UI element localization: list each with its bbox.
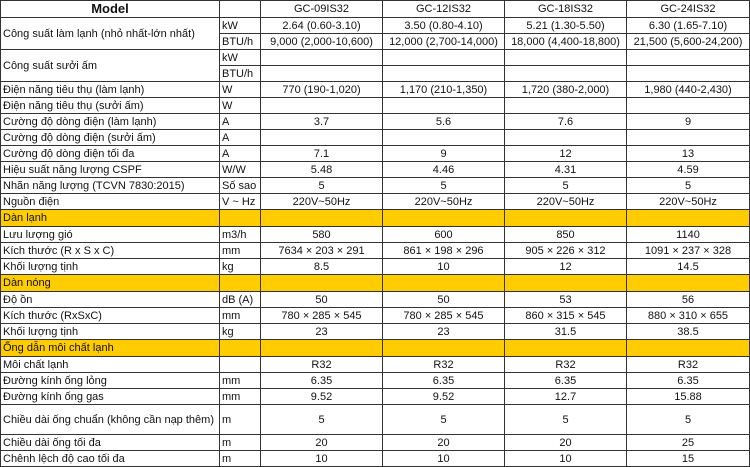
spec-value bbox=[383, 130, 505, 146]
spec-row bbox=[1, 292, 750, 308]
section-fill bbox=[627, 210, 750, 227]
section-title: Ống dẫn môi chất lạnh bbox=[1, 340, 220, 357]
spec-value: 9.52 bbox=[261, 389, 383, 405]
spec-value bbox=[261, 66, 383, 82]
spec-unit: A bbox=[220, 114, 261, 130]
unit-heading bbox=[220, 1, 261, 18]
spec-value bbox=[261, 130, 383, 146]
spec-value: 780 × 285 × 545 bbox=[261, 308, 383, 324]
spec-row bbox=[1, 130, 750, 146]
spec-value: 220V~50Hz bbox=[627, 194, 750, 210]
spec-label: Công suất làm lạnh (nhỏ nhất-lớn nhất) bbox=[1, 18, 220, 50]
section-fill bbox=[261, 340, 383, 357]
spec-label: Kích thước (RxSxC) bbox=[1, 308, 220, 324]
spec-value: 23 bbox=[383, 324, 505, 340]
spec-unit: kg bbox=[220, 259, 261, 275]
spec-row bbox=[1, 451, 750, 467]
spec-unit: BTU/h bbox=[220, 66, 261, 82]
section-fill bbox=[627, 340, 750, 357]
spec-value: 20 bbox=[261, 435, 383, 451]
section-fill bbox=[627, 275, 750, 292]
spec-row bbox=[1, 259, 750, 275]
spec-value: 12 bbox=[505, 259, 627, 275]
spec-value: 31.5 bbox=[505, 324, 627, 340]
spec-unit: mm bbox=[220, 373, 261, 389]
spec-label: Đường kính ống lỏng bbox=[1, 373, 220, 389]
spec-row bbox=[1, 243, 750, 259]
spec-value bbox=[383, 98, 505, 114]
spec-value: 1,170 (210-1,350) bbox=[383, 82, 505, 98]
spec-row bbox=[1, 227, 750, 243]
spec-value: 5.6 bbox=[383, 114, 505, 130]
spec-value: 6.30 (1.65-7.10) bbox=[627, 18, 750, 34]
spec-label: Công suất sưởi ấm bbox=[1, 50, 220, 82]
spec-label: Nguồn điện bbox=[1, 194, 220, 210]
spec-row bbox=[1, 405, 750, 435]
spec-value: 880 × 310 × 655 bbox=[627, 308, 750, 324]
section-fill bbox=[220, 275, 261, 292]
spec-value: 860 × 315 × 545 bbox=[505, 308, 627, 324]
section-fill bbox=[261, 210, 383, 227]
spec-value: 10 bbox=[383, 259, 505, 275]
spec-label: Điện năng tiêu thụ (sưởi ấm) bbox=[1, 98, 220, 114]
spec-value: 4.59 bbox=[627, 162, 750, 178]
spec-value: 12 bbox=[505, 146, 627, 162]
spec-value: R32 bbox=[627, 357, 750, 373]
spec-value: 861 × 198 × 296 bbox=[383, 243, 505, 259]
spec-value: 50 bbox=[261, 292, 383, 308]
spec-value: 905 × 226 × 312 bbox=[505, 243, 627, 259]
spec-row bbox=[1, 98, 750, 114]
section-title: Dàn nóng bbox=[1, 275, 220, 292]
section-row bbox=[1, 275, 750, 292]
spec-unit: W bbox=[220, 82, 261, 98]
spec-value: 3.50 (0.80-4.10) bbox=[383, 18, 505, 34]
spec-unit: V ~ Hz bbox=[220, 194, 261, 210]
spec-row bbox=[1, 162, 750, 178]
spec-value bbox=[627, 50, 750, 66]
spec-value: 770 (190-1,020) bbox=[261, 82, 383, 98]
spec-label: Cường độ dòng điện tối đa bbox=[1, 146, 220, 162]
spec-value bbox=[383, 50, 505, 66]
section-fill bbox=[261, 275, 383, 292]
spec-value: 12.7 bbox=[505, 389, 627, 405]
spec-value: 10 bbox=[261, 451, 383, 467]
spec-value: 9 bbox=[383, 146, 505, 162]
spec-value bbox=[261, 50, 383, 66]
section-fill bbox=[505, 275, 627, 292]
spec-value: 580 bbox=[261, 227, 383, 243]
spec-value: R32 bbox=[383, 357, 505, 373]
spec-unit: A bbox=[220, 146, 261, 162]
spec-unit: kW bbox=[220, 50, 261, 66]
spec-unit: mm bbox=[220, 308, 261, 324]
section-title: Dàn lạnh bbox=[1, 210, 220, 227]
spec-unit: W bbox=[220, 98, 261, 114]
spec-value: R32 bbox=[505, 357, 627, 373]
spec-value bbox=[627, 66, 750, 82]
spec-value: 600 bbox=[383, 227, 505, 243]
spec-value: 780 × 285 × 545 bbox=[383, 308, 505, 324]
spec-unit: BTU/h bbox=[220, 34, 261, 50]
spec-value: 25 bbox=[627, 435, 750, 451]
spec-value: 10 bbox=[383, 451, 505, 467]
spec-value: 3.7 bbox=[261, 114, 383, 130]
spec-row bbox=[1, 389, 750, 405]
model-col-3: GC-18IS32 bbox=[505, 1, 627, 18]
spec-label: Điện năng tiêu thụ (làm lạnh) bbox=[1, 82, 220, 98]
spec-row bbox=[1, 50, 750, 66]
spec-row bbox=[1, 373, 750, 389]
spec-value: 5 bbox=[505, 178, 627, 194]
spec-value: 5 bbox=[627, 405, 750, 435]
spec-value: 2.64 (0.60-3.10) bbox=[261, 18, 383, 34]
spec-value: 56 bbox=[627, 292, 750, 308]
spec-row bbox=[1, 146, 750, 162]
spec-value: 5 bbox=[505, 405, 627, 435]
spec-label: Đường kính ống gas bbox=[1, 389, 220, 405]
spec-value: 18,000 (4,400-18,800) bbox=[505, 34, 627, 50]
model-col-4: GC-24IS32 bbox=[627, 1, 750, 18]
spec-label: Nhãn năng lượng (TCVN 7830:2015) bbox=[1, 178, 220, 194]
spec-value: 5 bbox=[383, 405, 505, 435]
spec-unit: W/W bbox=[220, 162, 261, 178]
spec-unit: A bbox=[220, 130, 261, 146]
spec-label: Lưu lượng gió bbox=[1, 227, 220, 243]
spec-value bbox=[383, 66, 505, 82]
section-fill bbox=[505, 210, 627, 227]
spec-unit: Số sao bbox=[220, 178, 261, 194]
spec-label: Độ ồn bbox=[1, 292, 220, 308]
spec-unit: m bbox=[220, 405, 261, 435]
spec-value: 50 bbox=[383, 292, 505, 308]
spec-unit: m bbox=[220, 451, 261, 467]
spec-unit: mm bbox=[220, 389, 261, 405]
spec-value: 15 bbox=[627, 451, 750, 467]
spec-value: 9,000 (2,000-10,600) bbox=[261, 34, 383, 50]
spec-unit: mm bbox=[220, 243, 261, 259]
spec-value: 1,720 (380-2,000) bbox=[505, 82, 627, 98]
spec-value: R32 bbox=[261, 357, 383, 373]
spec-unit: m bbox=[220, 435, 261, 451]
section-fill bbox=[383, 210, 505, 227]
spec-value: 850 bbox=[505, 227, 627, 243]
spec-label: Môi chất lạnh bbox=[1, 357, 220, 373]
spec-value: 13 bbox=[627, 146, 750, 162]
spec-value: 21,500 (5,600-24,200) bbox=[627, 34, 750, 50]
spec-value bbox=[505, 98, 627, 114]
spec-value: 9.52 bbox=[383, 389, 505, 405]
section-row bbox=[1, 340, 750, 357]
spec-value: 4.46 bbox=[383, 162, 505, 178]
spec-value: 6.35 bbox=[261, 373, 383, 389]
spec-label: Kích thước (R x S x C) bbox=[1, 243, 220, 259]
spec-value: 220V~50Hz bbox=[505, 194, 627, 210]
spec-value: 8.5 bbox=[261, 259, 383, 275]
spec-value: 5.21 (1.30-5.50) bbox=[505, 18, 627, 34]
spec-value: 9 bbox=[627, 114, 750, 130]
header-row bbox=[1, 1, 750, 18]
spec-value bbox=[505, 66, 627, 82]
spec-row bbox=[1, 18, 750, 34]
spec-row bbox=[1, 435, 750, 451]
spec-value: 5 bbox=[383, 178, 505, 194]
spec-label: Chênh lệch độ cao tối đa bbox=[1, 451, 220, 467]
spec-value: 20 bbox=[505, 435, 627, 451]
spec-row bbox=[1, 194, 750, 210]
spec-row bbox=[1, 178, 750, 194]
spec-label: Khối lượng tịnh bbox=[1, 324, 220, 340]
model-col-1: GC-09IS32 bbox=[261, 1, 383, 18]
spec-value: 6.35 bbox=[383, 373, 505, 389]
spec-unit: kW bbox=[220, 18, 261, 34]
spec-label: Cường độ dòng điện (sưởi ấm) bbox=[1, 130, 220, 146]
spec-value bbox=[627, 130, 750, 146]
spec-unit bbox=[220, 357, 261, 373]
section-fill bbox=[220, 210, 261, 227]
spec-unit: dB (A) bbox=[220, 292, 261, 308]
spec-label: Hiệu suất năng lượng CSPF bbox=[1, 162, 220, 178]
spec-value: 53 bbox=[505, 292, 627, 308]
spec-value bbox=[627, 98, 750, 114]
spec-value: 15.88 bbox=[627, 389, 750, 405]
spec-label: Cường độ dòng điện (làm lạnh) bbox=[1, 114, 220, 130]
spec-value: 1140 bbox=[627, 227, 750, 243]
spec-value: 5 bbox=[627, 178, 750, 194]
spec-label: Chiều dài ống tối đa bbox=[1, 435, 220, 451]
spec-value: 1091 × 237 × 328 bbox=[627, 243, 750, 259]
spec-value bbox=[261, 98, 383, 114]
spec-value: 7634 × 203 × 291 bbox=[261, 243, 383, 259]
spec-value: 1,980 (440-2,430) bbox=[627, 82, 750, 98]
model-heading: Model bbox=[1, 1, 220, 18]
spec-value: 5.48 bbox=[261, 162, 383, 178]
spec-value: 5 bbox=[261, 178, 383, 194]
spec-value: 7.6 bbox=[505, 114, 627, 130]
spec-row bbox=[1, 324, 750, 340]
spec-value bbox=[505, 50, 627, 66]
spec-value: 220V~50Hz bbox=[383, 194, 505, 210]
spec-value: 6.35 bbox=[627, 373, 750, 389]
spec-row bbox=[1, 357, 750, 373]
spec-value bbox=[505, 130, 627, 146]
section-row bbox=[1, 210, 750, 227]
spec-unit: m3/h bbox=[220, 227, 261, 243]
spec-body bbox=[1, 18, 750, 467]
spec-value: 4.31 bbox=[505, 162, 627, 178]
spec-value: 12,000 (2,700-14,000) bbox=[383, 34, 505, 50]
model-col-2: GC-12IS32 bbox=[383, 1, 505, 18]
spec-row bbox=[1, 114, 750, 130]
spec-label: Khối lượng tịnh bbox=[1, 259, 220, 275]
spec-row bbox=[1, 308, 750, 324]
spec-value: 10 bbox=[505, 451, 627, 467]
spec-value: 5 bbox=[261, 405, 383, 435]
spec-label: Chiều dài ống chuẩn (không cần nạp thêm) bbox=[1, 405, 220, 435]
section-fill bbox=[505, 340, 627, 357]
section-fill bbox=[383, 275, 505, 292]
spec-value: 38.5 bbox=[627, 324, 750, 340]
section-fill bbox=[383, 340, 505, 357]
spec-row bbox=[1, 82, 750, 98]
section-fill bbox=[220, 340, 261, 357]
spec-value: 220V~50Hz bbox=[261, 194, 383, 210]
spec-value: 14.5 bbox=[627, 259, 750, 275]
spec-value: 7.1 bbox=[261, 146, 383, 162]
spec-value: 6.35 bbox=[505, 373, 627, 389]
spec-value: 20 bbox=[383, 435, 505, 451]
spec-unit: kg bbox=[220, 324, 261, 340]
spec-value: 23 bbox=[261, 324, 383, 340]
